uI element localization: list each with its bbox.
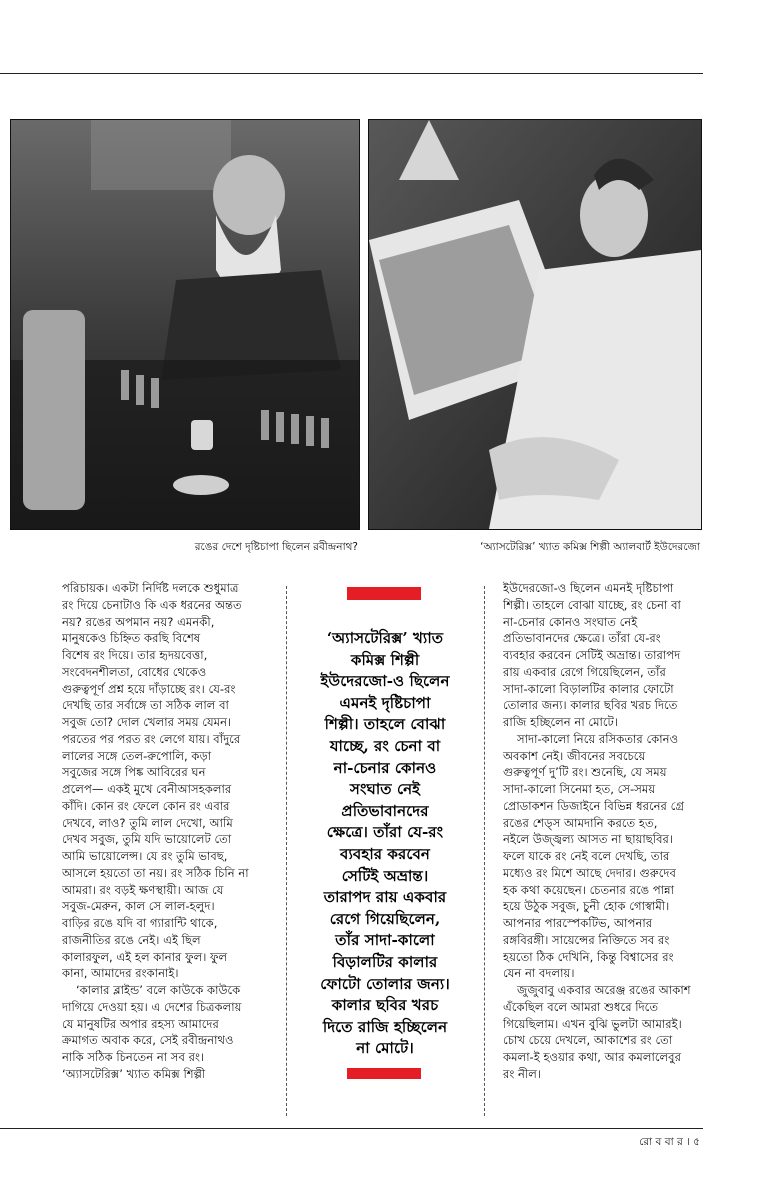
quote-line: রেগে গিয়েছিলেন, bbox=[329, 909, 441, 928]
pull-quote-bottom-bar bbox=[347, 1068, 421, 1079]
text-line: দেখছি তার সর্বাঙ্গে তা সঠিক লাল বা bbox=[62, 698, 229, 713]
right-photo-caption: ‘অ্যাসটেরিক্স’ খ্যাত কমিক্স শিল্পী অ্যালবার্ট ইউদেরজো bbox=[480, 541, 700, 553]
text-line: সাদা-কালো বিড়ালটির কালার ফোটো bbox=[503, 681, 674, 696]
text-line: রং নীল। bbox=[503, 1066, 542, 1081]
bottom-rule bbox=[0, 1128, 703, 1129]
text-line: শিল্পী। তাহলে বোঝা যাচ্ছে, রং চেনা বা bbox=[503, 597, 681, 612]
quote-line: তাঁর সাদা-কালো bbox=[335, 931, 435, 950]
text-line: রঙ্গবিরঙ্গী। সায়েন্সের নিক্তিতে সব রং bbox=[503, 932, 670, 947]
text-line: বাড়ির রঙে যদি বা গ্যারান্টি থাকে, bbox=[62, 916, 218, 930]
text-line: ‘অ্যাসটেরিক্স’ খ্যাত কমিক্স শিল্পী bbox=[62, 1066, 206, 1081]
text-line: না-চেনার কোনও সংঘাত নেই bbox=[503, 614, 638, 629]
photo-rabindranath bbox=[10, 119, 360, 530]
text-line: রাজনীতির রঙে নেই। এই ছিল bbox=[62, 932, 201, 947]
text-line: রায় একবার রেগে গিয়েছিলেন, তাঁর bbox=[503, 664, 666, 679]
text-line: দেখব সবুজ, তুমি যদি ভায়োলেট তো bbox=[62, 832, 232, 847]
text-line: সাদা-কালো সিনেমা হত, সে-সময় bbox=[503, 782, 656, 796]
text-line: কাঁদি। কোন রং ফেলে কোন রং এবার bbox=[62, 798, 230, 813]
text-line: ‘কালার ব্লাইন্ড’ বলে কাউকে কাউকে bbox=[76, 983, 241, 997]
text-line: বিশেষ রং দিয়ে। তার হৃদয়বেত্তা, bbox=[62, 648, 208, 662]
text-line: সবুজ তো? দোল খেলার সময় যেমন। bbox=[62, 715, 232, 729]
text-line: দাগিয়ে দেওয়া হয়। এ দেশের চিত্রকলায় bbox=[62, 999, 242, 1014]
text-line: সাদা-কালো নিয়ে রসিকতার কোনও bbox=[517, 731, 679, 746]
quote-line: সেটিই অভ্রান্ত। bbox=[341, 866, 429, 885]
text-line: কমলা-ই হওয়ার কথা, আর কমলালেবুর bbox=[503, 1050, 681, 1064]
quote-line: যাচ্ছে, রং চেনা বা bbox=[329, 736, 441, 755]
photo-uderzo-image bbox=[369, 120, 701, 529]
text-line: ইউদেরজো-ও ছিলেন এমনই দৃষ্টিচাপা bbox=[503, 581, 674, 595]
text-line: পরিচায়ক। একটা নির্দিষ্ট দলকে শুধুমাত্র bbox=[62, 581, 239, 595]
left-photo-caption: রঙের দেশে দৃষ্টিচাপা ছিলেন রবীন্দ্রনাথ? bbox=[194, 541, 358, 553]
quote-line: ক্ষেত্রে। তাঁরা যে-রং bbox=[326, 823, 444, 842]
text-line: সবুজের সঙ্গে পিঙ্ক আবিরের ঘন bbox=[62, 765, 206, 780]
right-para-3 bbox=[503, 982, 715, 1083]
right-column bbox=[503, 580, 715, 1083]
text-line: গুরুত্বপূর্ণ প্রশ্ন হয়ে দাঁড়াচ্ছে রং। যে-রং bbox=[62, 681, 236, 696]
text-line: রং দিয়ে চেনাটাও কি এক ধরনের অন্তত bbox=[62, 597, 242, 612]
quote-line: না মোটে। bbox=[356, 1039, 414, 1058]
text-line: ব্যবহার করবেন সেটিই অভ্রান্ত। তারাপদ bbox=[503, 648, 681, 662]
quote-line: ফোটো তোলার জন্য। bbox=[320, 974, 450, 993]
text-line: প্রলেপ— একই মুখে বেনীআসহকলার bbox=[62, 782, 232, 796]
text-line: আপনার পারস্পেকটিভ, আপনার bbox=[503, 916, 653, 930]
text-line: সবুজ-মেরুন, কাল সে লাল-হলুদ। bbox=[62, 899, 215, 914]
quote-line: কালার ছবির খরচ bbox=[331, 996, 439, 1015]
pull-quote-top-bar bbox=[347, 587, 421, 600]
quote-line: ইউদেরজো-ও ছিলেন bbox=[320, 672, 450, 691]
photo-uderzo bbox=[368, 119, 702, 530]
text-line: মধ্যেও রং মিশে আছে দেদার। গুরুদেব bbox=[503, 865, 676, 880]
quote-line: সংঘাত নেই bbox=[349, 780, 421, 799]
text-line: মানুষকেও চিহ্নিত করছি বিশেষ bbox=[62, 631, 201, 646]
text-line: নাকি সঠিক চিনতেন না সব রং। bbox=[62, 1050, 205, 1064]
text-line: গিয়েছিলাম। এখন বুঝি ভুলটা আমারই। bbox=[503, 1016, 682, 1031]
text-line: আমরা। রং বড়ই ক্ষণস্থায়ী। আজ যে bbox=[62, 882, 224, 897]
page-footer: রো ব বা র । ৫ bbox=[639, 1136, 700, 1148]
left-para-1 bbox=[62, 580, 277, 982]
text-line: ফলে যাকে রং নেই বলে দেখছি, তার bbox=[503, 849, 670, 863]
text-line: প্রোডাকশন ডিজাইনে বিভিন্ন ধরনের গ্রে bbox=[503, 798, 685, 813]
quote-line: প্রতিভাবানদের bbox=[341, 801, 429, 820]
top-rule bbox=[0, 73, 703, 74]
pull-quote bbox=[292, 628, 478, 1060]
quote-line: তারাপদ রায় একবার bbox=[323, 888, 447, 907]
column-divider-left bbox=[286, 586, 287, 1116]
text-line: হয়তো ঠিক দেখিনি, কিন্তু বিশ্বাসের রং bbox=[503, 949, 674, 964]
quote-line: ব্যবহার করবেন bbox=[340, 844, 430, 863]
text-line: গুরুত্বপূর্ণ দু’টি রং। শুনেছি, যে সময় bbox=[503, 765, 667, 780]
text-line: প্রতিভাবানদের ক্ষেত্রে। তাঁরা যে-রং bbox=[503, 631, 661, 646]
text-line: পরতের পর পরত রং লেগে যায়। বাঁদুরে bbox=[62, 731, 241, 746]
photo-rabindranath-image bbox=[11, 120, 359, 529]
quote-line: দিতে রাজি হচ্ছিলেন bbox=[322, 1017, 448, 1036]
text-line: কালারফুল, এই হল কানার ফুল। ফুল bbox=[62, 949, 228, 964]
column-divider-right bbox=[484, 586, 485, 1116]
text-line: তোলার জন্য। কালার ছবির খরচ দিতে bbox=[503, 698, 678, 713]
text-line: আমি ভায়োলেন্স। যে রং তুমি ভাবছ, bbox=[62, 849, 228, 863]
text-line: আসলে হয়তো তা নয়। রং সঠিক চিনি না bbox=[62, 865, 249, 880]
text-line: সংবেদনশীলতা, বোধের থেকেও bbox=[62, 664, 207, 679]
text-line: যেন না বদলায়। bbox=[503, 966, 575, 981]
text-line: হক কথা কয়েছেন। চেতনার রঙে পান্না bbox=[503, 882, 675, 897]
text-line: লালের সঙ্গে তেল-রুপোলি, কড়া bbox=[62, 748, 212, 763]
text-line: এঁকেছিল বলে আমরা শুধরে দিতে bbox=[503, 999, 659, 1014]
text-line: যে মানুষটির অপার রহস্য আমাদের bbox=[62, 1016, 219, 1031]
text-line: কানা, আমাদের রংকানাই। bbox=[62, 966, 179, 981]
quote-line: কমিক্স শিল্পী bbox=[350, 650, 420, 669]
text-line: নয়? রঙের অপমান নয়? এমনকী, bbox=[62, 614, 215, 629]
right-para-1 bbox=[503, 580, 715, 731]
left-column bbox=[62, 580, 277, 1083]
text-line: নইলে উজ্জ্বল্য আসত না ছায়াছবির। bbox=[503, 832, 674, 847]
quote-line: না-চেনার কোনও bbox=[333, 758, 437, 777]
quote-line: ‘অ্যাসটেরিক্স’ খ্যাত bbox=[326, 629, 444, 647]
text-line: চোখ চেয়ে দেখলে, আকাশের রং তো bbox=[503, 1033, 673, 1048]
left-para-2 bbox=[62, 982, 277, 1083]
quote-line: বিড়ালটির কালার bbox=[332, 952, 438, 971]
right-para-2 bbox=[503, 731, 715, 982]
text-line: রাজি হচ্ছিলেন না মোটে। bbox=[503, 715, 618, 729]
quote-line: শিল্পী। তাহলে বোঝা bbox=[324, 715, 446, 734]
text-line: জুজুবাবু একবার অরেঞ্জ রঙের আকাশ bbox=[517, 983, 691, 997]
text-line: ক্রমাগত অবাক করে, সেই রবীন্দ্রনাথও bbox=[62, 1033, 234, 1048]
text-line: রঙের শেড্স আমদানি করতে হত, bbox=[503, 815, 658, 830]
text-line: হয়ে উঠুক সবুজ, চুনী হোক গোস্বামী। bbox=[503, 899, 670, 914]
text-line: দেখবে, লাও? তুমি লাল দেখো, আমি bbox=[62, 815, 233, 830]
text-line: অবকাশ নেই। জীবনের সবচেয়ে bbox=[503, 748, 646, 763]
quote-line: এমনই দৃষ্টিচাপা bbox=[339, 693, 431, 712]
